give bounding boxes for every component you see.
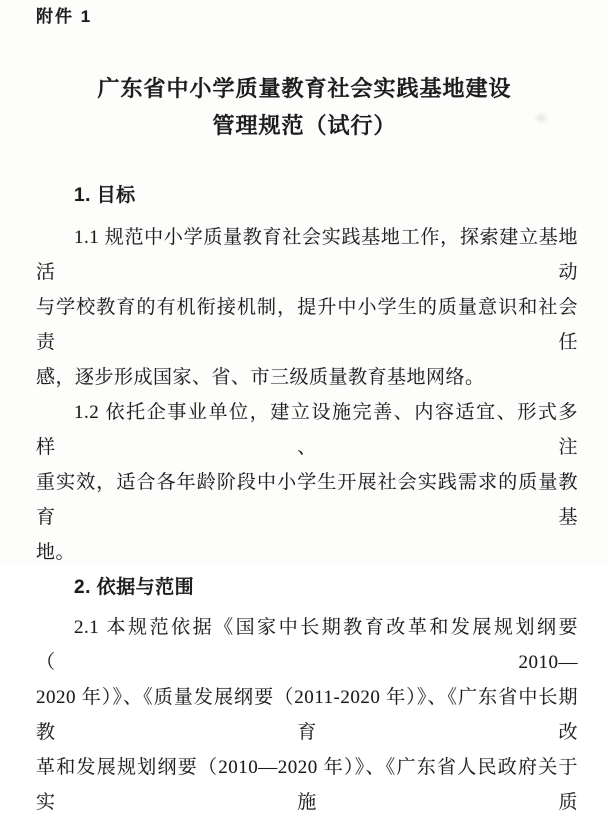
document-title-line-1: 广东省中小学质量教育社会实践基地建设 <box>97 76 512 101</box>
paragraph-line: 2020 年）》、《质量发展纲要（2011-2020 年）》、《广东省中长期教育改 <box>36 687 578 743</box>
document-body <box>36 178 578 820</box>
paragraph-line: 重实效，适合各年龄阶段中小学生开展社会实践需求的质量教育基 <box>36 472 578 528</box>
section-heading-goals: 1. 目标 <box>74 185 136 206</box>
paragraph-line: 地。 <box>36 542 76 563</box>
paragraph-line: 2.1 本规范依据《国家中长期教育改革和发展规划纲要（2010— <box>36 617 578 673</box>
paragraph-line: 1.1 规范中小学质量教育社会实践基地工作，探索建立基地活动 <box>36 227 578 283</box>
attachment-label: 附件 1 <box>36 7 93 26</box>
paragraph-line: 革和发展规划纲要（2010—2020 年）》、《广东省人民政府关于实施质 <box>36 757 578 813</box>
paragraph-1-2 <box>36 395 578 570</box>
paragraph-line: 1.2 依托企事业单位，建立设施完善、内容适宜、形式多样、注 <box>36 402 578 458</box>
section-heading-basis-scope: 2. 依据与范围 <box>74 577 195 598</box>
paragraph-2-1 <box>36 610 578 820</box>
scan-smudge <box>534 112 548 124</box>
paragraph-1-1 <box>36 220 578 395</box>
paragraph-line: 感，逐步形成国家、省、市三级质量教育基地网络。 <box>36 367 485 388</box>
document-title <box>0 70 609 144</box>
document-title-line-2: 管理规范（试行） <box>212 113 397 138</box>
paragraph-line: 与学校教育的有机衔接机制，提升中小学生的质量意识和社会责任 <box>36 297 578 353</box>
